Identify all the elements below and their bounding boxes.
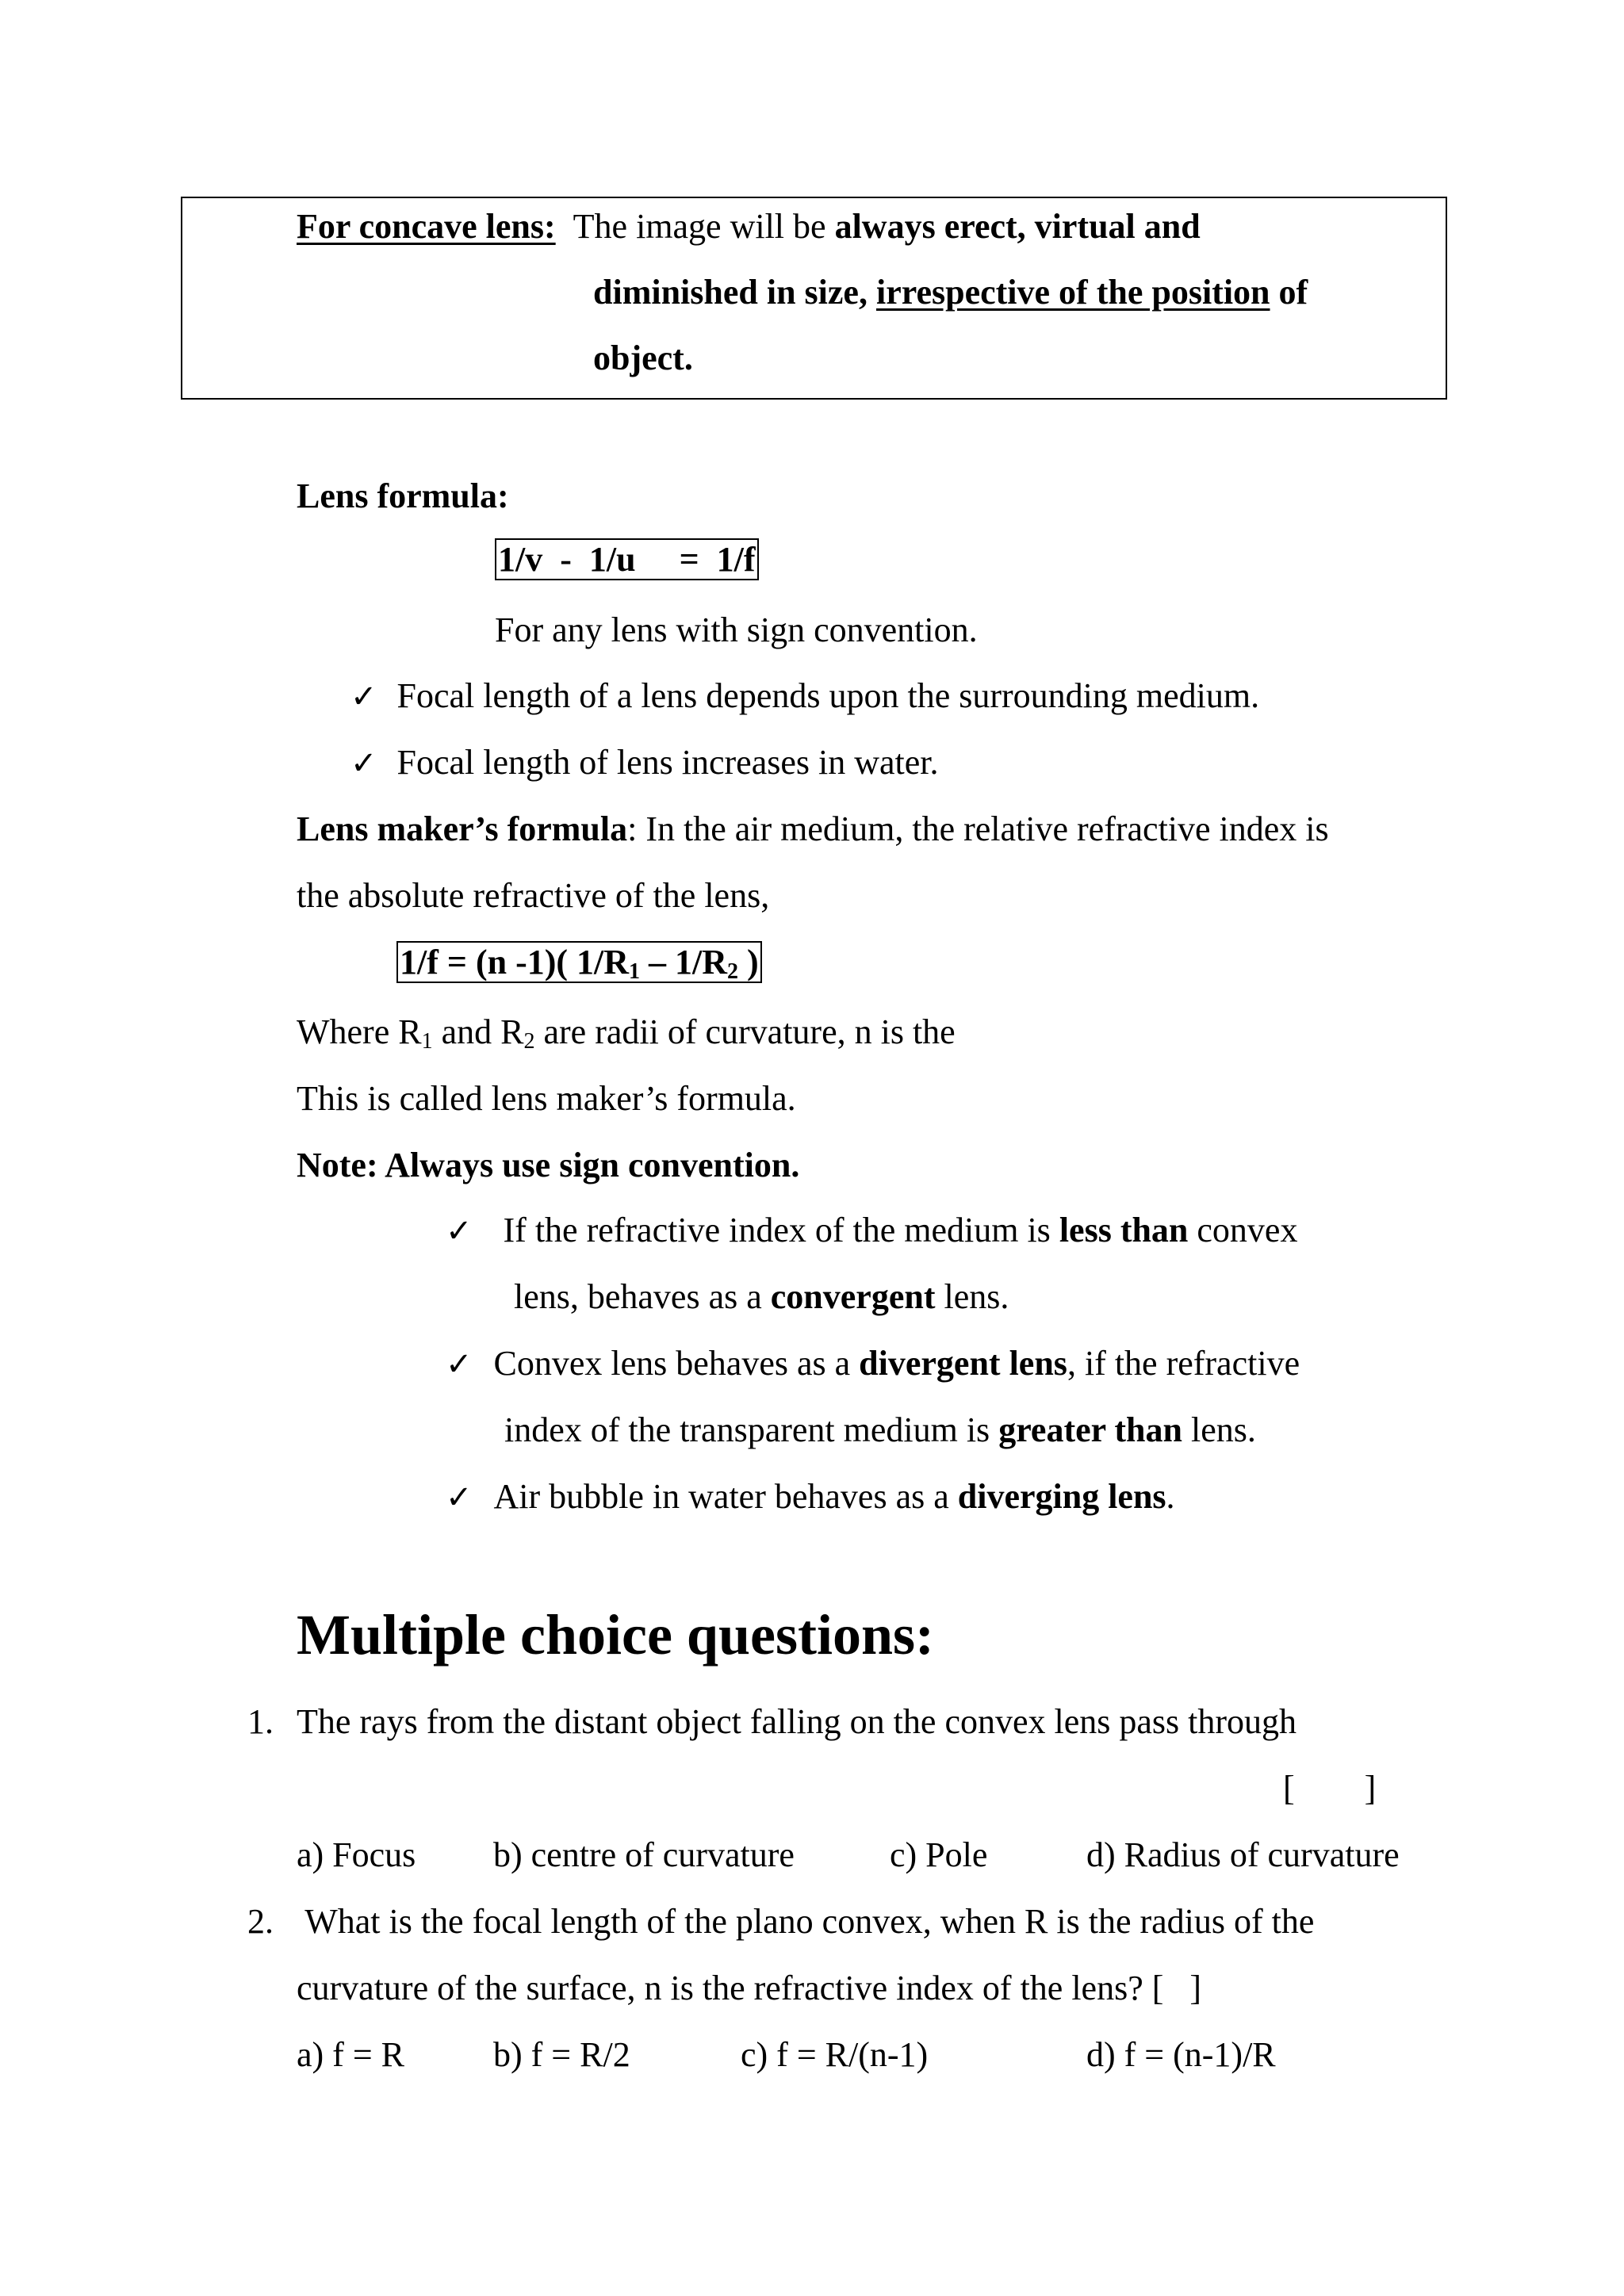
concave-line-2: diminished in size, irrespective of the position of	[593, 273, 1308, 312]
check-item: ✓ Focal length of a lens depends upon the surrounding medium.	[350, 676, 1260, 715]
lens-formula-box: 1/v - 1/u = 1/f	[495, 542, 759, 577]
option: d) f = (n-1)/R	[1086, 2035, 1276, 2074]
option: d) Radius of curvature	[1086, 1835, 1400, 1874]
lens-formula-caption: For any lens with sign convention.	[495, 610, 978, 649]
check-item: ✓ Air bubble in water behaves as a diverging lens.	[446, 1477, 1175, 1516]
check-item: ✓ Focal length of lens increases in water.	[350, 743, 939, 782]
check-icon: ✓	[350, 745, 377, 782]
question-text-continued: curvature of the surface, n is the refractive index of the lens? [ ]	[297, 1969, 1202, 2007]
question-number: 1.	[247, 1702, 274, 1741]
question-text: What is the focal length of the plano convex, when R is the radius of the	[297, 1902, 1315, 1941]
option: c) Pole	[890, 1835, 988, 1874]
option: b) f = R/2	[493, 2035, 630, 2074]
check-item-continued: lens, behaves as a convergent lens.	[514, 1277, 1009, 1316]
check-icon: ✓	[446, 1479, 473, 1516]
question-text: The rays from the distant object falling on the convex lens pass through	[297, 1702, 1297, 1741]
check-icon: ✓	[446, 1346, 473, 1383]
lens-maker-line-1: Lens maker’s formula: In the air medium, the relative refractive index is	[297, 809, 1329, 848]
check-item: ✓ If the refractive index of the medium is less than convex	[446, 1211, 1298, 1249]
concave-line-1: For concave lens: The image will be always erect, virtual and	[297, 207, 1201, 246]
lens-maker-label: Lens maker’s formula	[297, 809, 628, 848]
option: b) centre of curvature	[493, 1835, 795, 1874]
lens-formula-heading: Lens formula:	[297, 476, 509, 515]
where-line: Where $R_1$ and $R_2$ are radii of curvature, n is the	[297, 1012, 956, 1054]
note: Note: Always use sign convention.	[297, 1146, 800, 1184]
lens-maker-line-2: the absolute refractive of the lens,	[297, 876, 770, 915]
option: a) f = R	[297, 2035, 404, 2074]
option: a) Focus	[297, 1835, 416, 1874]
answer-bracket: [ ]	[1283, 1769, 1377, 1808]
lens-maker-formula-box: 1/f = (n -1)( $1/R_1 - 1/R_2$ )	[396, 945, 762, 980]
check-item-continued: index of the transparent medium is greater than lens.	[504, 1410, 1256, 1449]
check-icon: ✓	[350, 679, 377, 715]
check-item: ✓ Convex lens behaves as a divergent lens, if the refractive	[446, 1344, 1300, 1383]
lens-maker-called: This is called lens maker’s formula.	[297, 1079, 796, 1118]
concave-line-3: object.	[593, 339, 693, 377]
mcq-heading: Multiple choice questions:	[297, 1603, 934, 1667]
option: c) f = R/(n-1)	[741, 2035, 929, 2074]
question-number: 2.	[247, 1902, 274, 1941]
check-icon: ✓	[446, 1213, 473, 1249]
concave-heading: For concave lens:	[297, 207, 556, 246]
